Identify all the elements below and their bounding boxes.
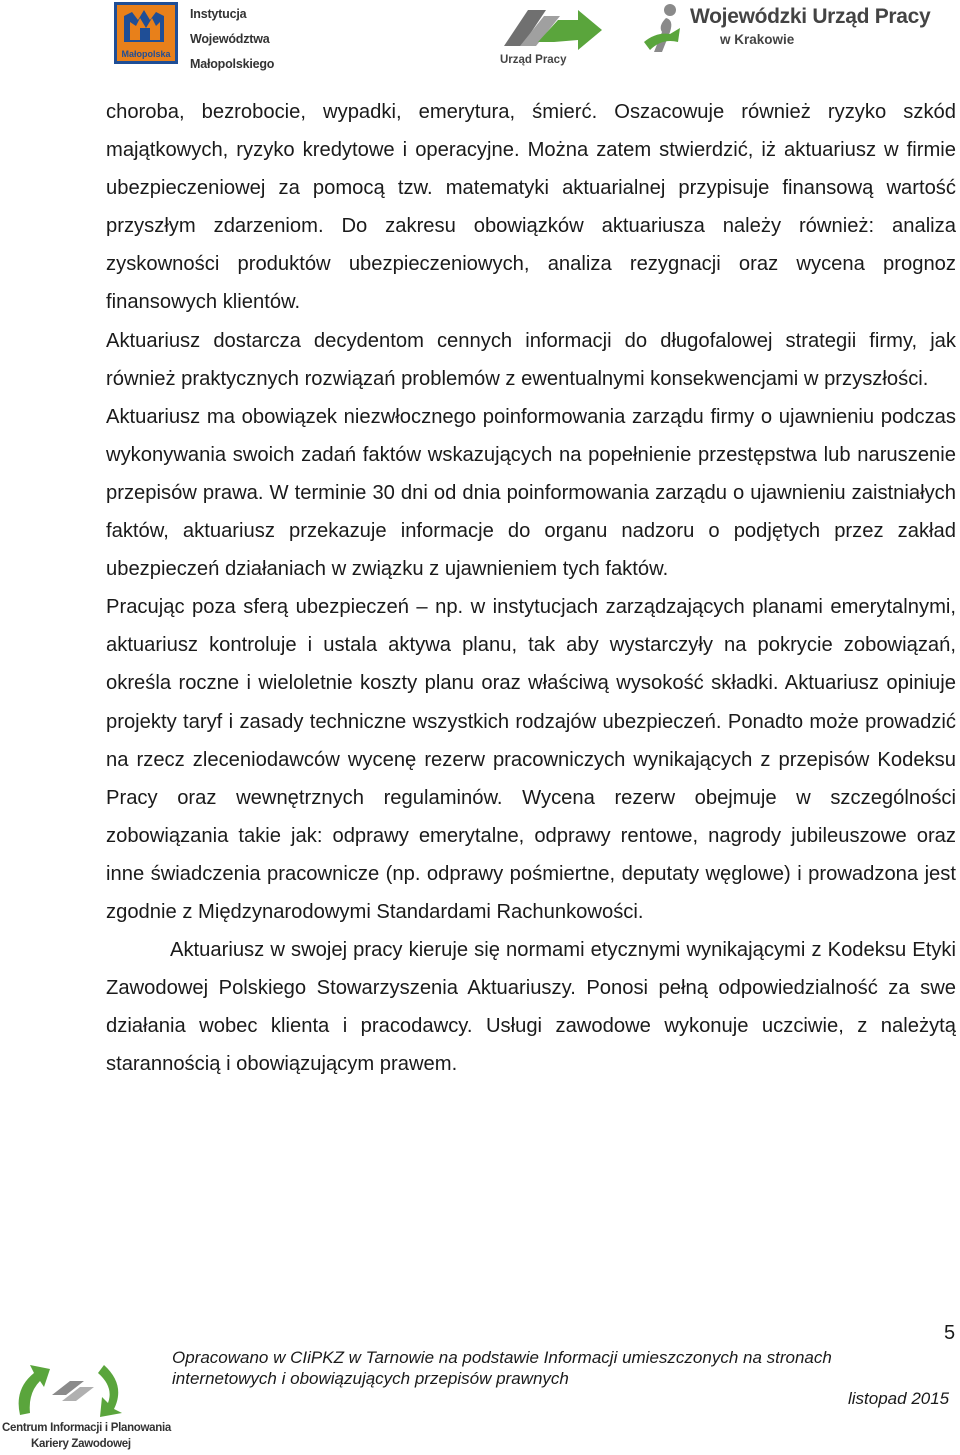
- paragraph: Aktuariusz w swojej pracy kieruje się normami etycznymi wynikającymi z Kodeksu Etyki Zawodowej Polskiego Stowarzyszenia Aktuariuszy. Ponosi pełną odpowiedzialność za swe działania wobec klienta i pracodawcy. Usługi zawodowe wykonuje uczciwie, z należytą starannością i obowiązującym prawem.: [106, 939, 956, 1076]
- logo-ip-badge: Małopolska: [121, 49, 171, 59]
- logo-up-caption: Urząd Pracy: [500, 54, 567, 66]
- page-header: [0, 0, 960, 80]
- paragraph: Aktuariusz ma obowiązek niezwłocznego poinformowania zarządu firmy o ujawnieniu podczas wykonywania swoich zadań faktów wskazujących na popełnienie przestępstwa lub naruszenie przepisów prawa. W terminie 30 dni od dnia poinformowania zarządu o ujawnieniu zaistniałych faktów, aktuariusz przekazuje informacje do organu nadzoru o podjętych przez zakład ubezpieczeń działaniach w związku z ujawnieniem tych faktów.: [106, 405, 956, 581]
- footer-note: [172, 1347, 832, 1389]
- logo-ip-line: Małopolskiego: [190, 57, 275, 71]
- logo-ip-line: Instytucja: [190, 7, 247, 21]
- document-body: [106, 93, 956, 1083]
- logo-instytucja-wojewodztwa-malopolskiego: [114, 2, 274, 77]
- paragraph: Aktuariusz dostarcza decydentom cennych informacji do długofalowej strategii firmy, jak również praktycznych rozwiązań problemów z ewentualnymi konsekwencjami w przyszłości.: [106, 329, 956, 390]
- logo-wojewodzki-urzad-pracy: [640, 2, 950, 68]
- logo-cip-line1: Centrum Informacji i Planowania: [2, 1422, 171, 1434]
- logo-wup-title: Wojewódzki Urząd Pracy: [690, 5, 931, 28]
- logo-urzad-pracy: [498, 2, 608, 72]
- footer-note-line: Opracowano w CIiPKZ w Tarnowie na podstawie Informacji umieszczonych na stronach: [172, 1348, 832, 1367]
- cip-arrows-icon: [0, 1355, 150, 1421]
- logo-ip-text: [190, 2, 274, 77]
- paragraph: Pracując poza sferą ubezpieczeń – np. w instytucjach zarządzających planami emerytalnymi, aktuariusz kontroluje i ustala aktywa planu, tak aby wystarczyły na pokrycie zobowiązań, określa roczne i wieloletnie koszty planu oraz właściwą wysokość składki. Aktuariusz opiniuje projekty taryf i zasady techniczne wszystkich rodzajów ubezpieczeń. Ponadto może prowadzić na rzecz zleceniodawców wycenę rezerw pracowniczych wynikających z przepisów Kodeksu Pracy oraz wewnętrznych regulaminów. Wycena rezerw obejmuje w szczególności zobowiązania takie jak: odprawy emerytalne, odprawy rentowe, nagrody jubileuszowe oraz inne świadczenia pracownicze (np. odprawy pośmiertne, deputaty węglowe) i prowadzona jest zgodnie z Międzynarodowymi Standardami Rachunkowości.: [106, 596, 956, 923]
- footer-date: listopad 2015: [848, 1389, 950, 1408]
- logo-centrum-informacji: [0, 1355, 171, 1455]
- page-number: 5: [944, 1322, 956, 1344]
- logo-ip-line: Województwa: [190, 32, 270, 46]
- paragraph: choroba, bezrobocie, wypadki, emerytura, śmierć. Oszacowuje również ryzyko szkód majątkowych, ryzyko kredytowe i operacyjne. Można zatem stwierdzić, iż aktuariusz w firmie ubezpieczeniowej za pomocą tzw. matematyki aktuarialnej przypisuje finansową wartość przyszłym zdarzeniom. Do zakresu obowiązków aktuariusza należy również: analiza zyskowności produktów ubezpieczeniowych, analiza rezygnacji oraz wycena prognoz finansowych klientów.: [106, 101, 956, 314]
- wup-figure-icon: [640, 2, 688, 68]
- malopolska-emblem-icon: [114, 2, 178, 64]
- footer-note-line: internetowych i obowiązujących przepisów prawnych: [172, 1369, 569, 1388]
- urzad-pracy-arrow-icon: [498, 2, 608, 54]
- logo-wup-subtitle: w Krakowie: [720, 32, 795, 47]
- logo-cip-line2: Kariery Zawodowej: [31, 1438, 131, 1450]
